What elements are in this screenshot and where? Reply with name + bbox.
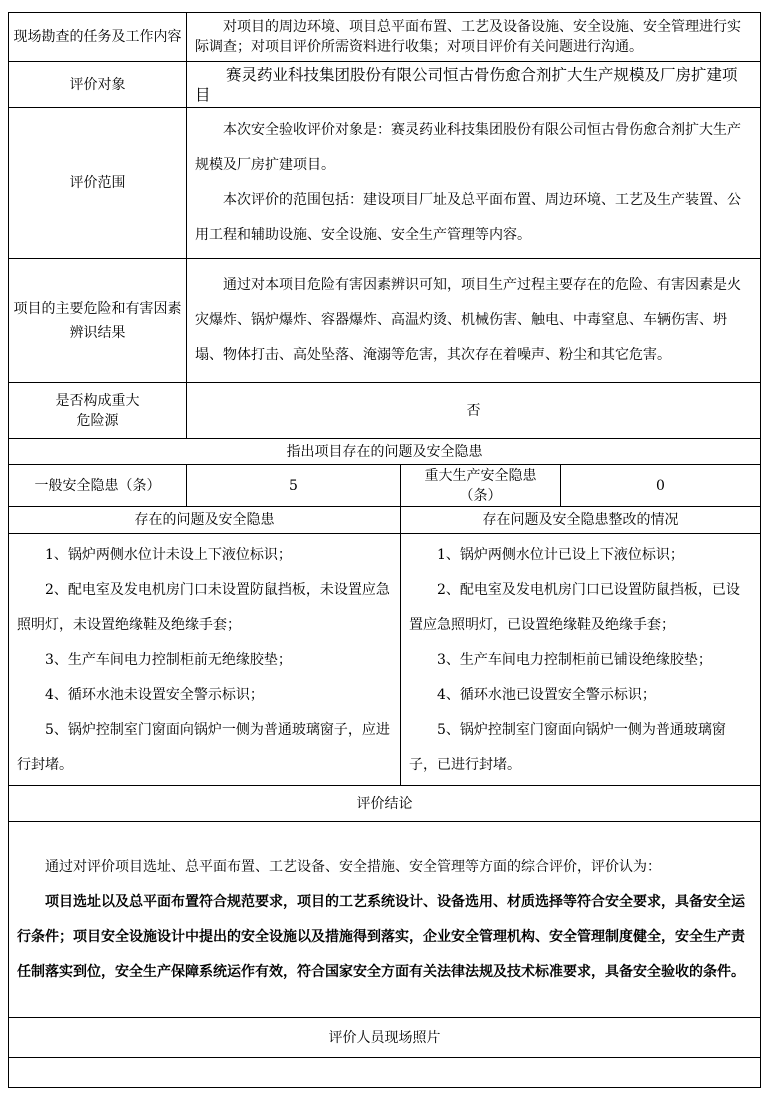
fixes-list [401, 534, 761, 786]
list-item: 4、循环水池未设置安全警示标识； [45, 687, 264, 703]
general-hazard-count: 5 [187, 465, 401, 507]
conclusion-row [9, 822, 761, 1018]
list-item: 1、锅炉两侧水位计未设上下液位标识； [45, 547, 292, 563]
issue-counts-row [9, 465, 761, 507]
photos-heading: 评价人员现场照片 [9, 1018, 761, 1058]
list-item: 5、锅炉控制室门窗面向锅炉一侧为普通玻璃窗子，应进行封堵。 [17, 722, 390, 773]
fixes-column-header: 存在问题及安全隐患整改的情况 [401, 507, 761, 534]
issues-columns-row [9, 507, 761, 534]
evaluation-table [8, 12, 761, 1088]
scope-row [9, 108, 761, 259]
issues-heading: 指出项目存在的问题及安全隐患 [9, 439, 761, 465]
list-item: 3、生产车间电力控制柜前已铺设绝缘胶垫； [437, 652, 712, 668]
major-hazard-label: 是否构成重大危险源 [9, 383, 187, 439]
conclusion-intro: 通过对评价项目选址、总平面布置、工艺设备、安全措施、安全管理等方面的综合评价，评价认为： [45, 858, 661, 875]
issues-list-row [9, 534, 761, 786]
major-hazard-count: 0 [561, 465, 761, 507]
list-item: 4、循环水池已设置安全警示标识； [437, 687, 656, 703]
list-item: 2、配电室及发电机房门口未设置防鼠挡板，未设置应急照明灯，未设置绝缘鞋及绝缘手套； [17, 582, 390, 633]
major-hazard-count-label: 重大生产安全隐患（条） [401, 465, 561, 507]
survey-label: 现场勘查的任务及工作内容 [9, 13, 187, 62]
photos-area [9, 1058, 761, 1088]
list-item: 3、生产车间电力控制柜前无绝缘胶垫； [45, 652, 292, 668]
scope-paragraph-1: 本次安全验收评价对象是：赛灵药业科技集团股份有限公司恒古骨伤愈合剂扩大生产规模及厂房扩建项目。 [195, 122, 741, 173]
object-content: 赛灵药业科技集团股份有限公司恒古骨伤愈合剂扩大生产规模及厂房扩建项目 [195, 65, 738, 104]
general-hazard-label: 一般安全隐患（条） [9, 465, 187, 507]
survey-row [9, 13, 761, 62]
hazards-row [9, 259, 761, 383]
scope-label: 评价范围 [9, 108, 187, 259]
major-hazard-row [9, 383, 761, 439]
list-item: 1、锅炉两侧水位计已设上下液位标识； [437, 547, 684, 563]
hazards-label: 项目的主要危险和有害因素辨识结果 [9, 259, 187, 383]
photos-heading-row [9, 1018, 761, 1058]
conclusion-heading: 评价结论 [9, 786, 761, 822]
list-item: 2、配电室及发电机房门口已设置防鼠挡板，已设置应急照明灯，已设置绝缘鞋及绝缘手套； [409, 582, 740, 633]
object-row [9, 62, 761, 108]
conclusion-body: 项目选址以及总平面布置符合规范要求，项目的工艺系统设计、设备选用、材质选择等符合安全要求，具备安全运行条件；项目安全设施设计中提出的安全设施以及措施得到落实，企业安全管理机构、安全管理制度健全，安全生产责任制落实到位，安全生产保障系统运作有效，符合国家安全方面有关法律法规及技术标准要求，具备安全验收的条件。 [17, 893, 745, 980]
object-label: 评价对象 [9, 62, 187, 108]
scope-paragraph-2: 本次评价的范围包括：建设项目厂址及总平面布置、周边环境、工艺及生产装置、公用工程和辅助设施、安全设施、安全生产管理等内容。 [195, 192, 741, 243]
survey-content: 对项目的周边环境、项目总平面布置、工艺及设备设施、安全设施、安全管理进行实际调查；对项目评价所需资料进行收集；对项目评价有关问题进行沟通。 [195, 19, 741, 55]
evaluation-report-page [8, 12, 760, 1088]
issues-heading-row [9, 439, 761, 465]
issues-column-header: 存在的问题及安全隐患 [9, 507, 401, 534]
hazards-content: 通过对本项目危险有害因素辨识可知，项目生产过程主要存在的危险、有害因素是火灾爆炸、锅炉爆炸、容器爆炸、高温灼烫、机械伤害、触电、中毒窒息、车辆伤害、坍塌、物体打击、高处坠落、淹溺等危害，其次存在着噪声、粉尘和其它危害。 [195, 277, 741, 363]
photos-area-row [9, 1058, 761, 1088]
issues-list [9, 534, 401, 786]
conclusion-heading-row [9, 786, 761, 822]
major-hazard-value: 否 [187, 383, 761, 439]
list-item: 5、锅炉控制室门窗面向锅炉一侧为普通玻璃窗子，已进行封堵。 [409, 722, 726, 773]
